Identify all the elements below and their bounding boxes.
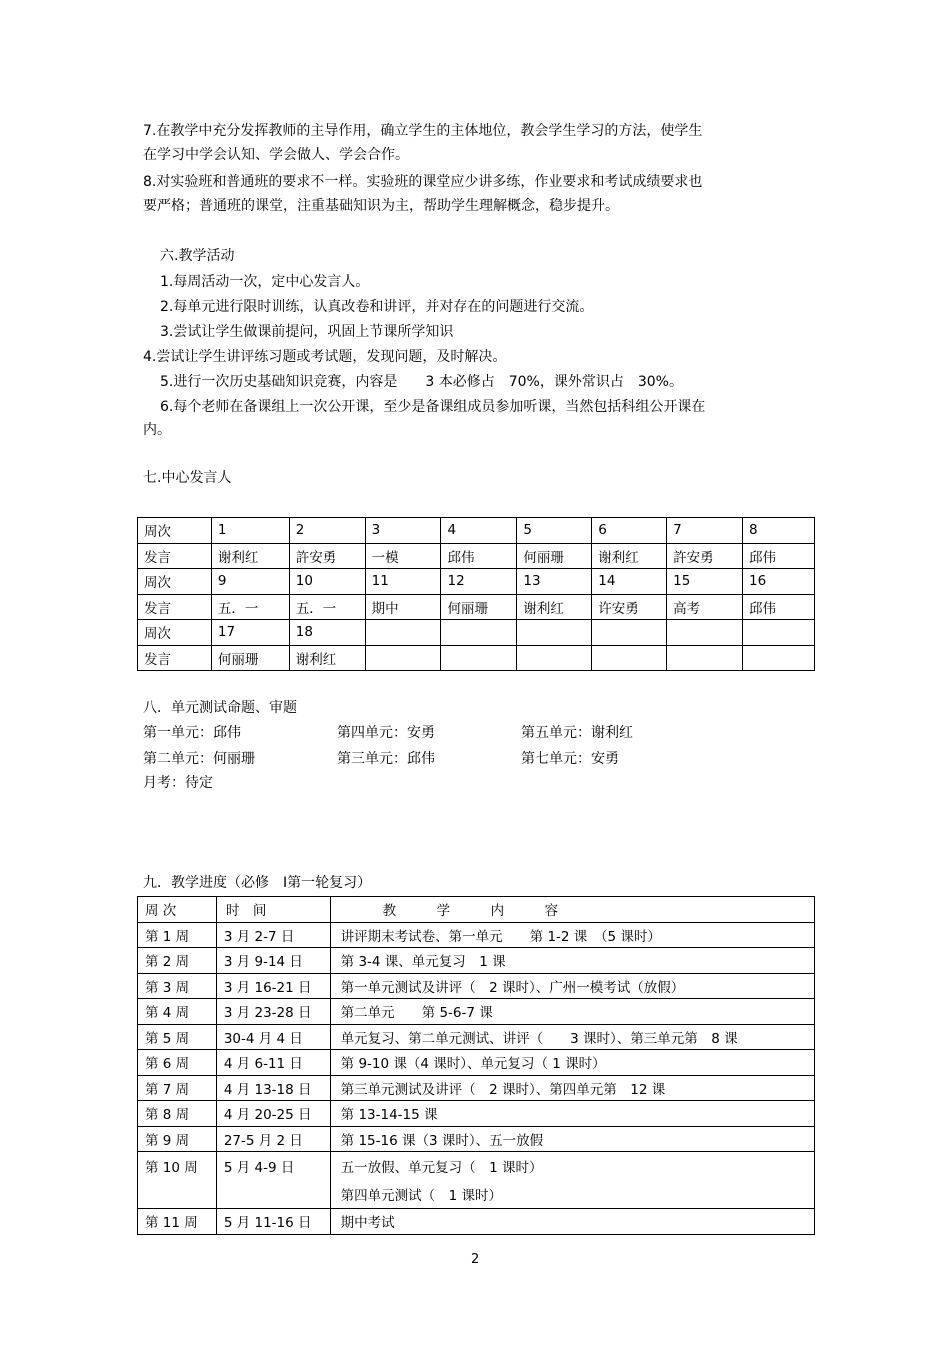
speaker-table-cell: 谢利红 — [211, 543, 289, 569]
speaker-table-cell: 2 — [289, 518, 365, 544]
schedule-content-cell — [330, 1126, 814, 1152]
schedule-content-cell — [330, 1209, 814, 1235]
section-8-title: 八．单元测试命题、审题 — [143, 700, 297, 716]
schedule-week-cell: 第 11 周 — [138, 1209, 217, 1235]
speaker-table-cell: 6 — [592, 518, 667, 544]
speaker-table-cell: 五．一 — [211, 594, 289, 620]
speaker-table-row — [138, 569, 815, 595]
speaker-table-cell: 何丽珊 — [211, 645, 289, 671]
speaker-table-row — [138, 645, 815, 671]
speaker-table-row — [138, 543, 815, 569]
schedule-row — [138, 999, 815, 1025]
speaker-table-cell: 18 — [289, 620, 365, 646]
schedule-date-cell: 5 月 11-16 日 — [216, 1209, 330, 1235]
schedule-header-cell: 教 学 内 容 — [330, 897, 814, 923]
schedule-week-cell: 第 7 周 — [138, 1075, 217, 1101]
speaker-table-row-label: 周次 — [138, 620, 212, 646]
speaker-table-cell — [743, 645, 815, 671]
section-6-title: 六.教学活动 — [160, 248, 235, 264]
schedule-header-cell: 周 次 — [138, 897, 217, 923]
schedule-week-cell: 第 4 周 — [138, 999, 217, 1025]
schedule-content-cell — [330, 999, 814, 1025]
paragraph-8-line2: 要严格；普通班的课堂，注重基础知识为主，帮助学生理解概念，稳步提升。 — [143, 198, 619, 214]
speaker-table-cell: 谢利红 — [517, 594, 592, 620]
schedule-header-cell: 时 间 — [216, 897, 330, 923]
speaker-table-cell: 期中 — [365, 594, 441, 620]
schedule-content-line: 第 13-14-15 课 — [340, 1107, 438, 1124]
speaker-table-cell: 一模 — [365, 543, 441, 569]
schedule-content-cell — [330, 1075, 814, 1101]
unit-4-assignee: 第四单元：安勇 — [337, 725, 435, 741]
speaker-table-cell: 10 — [289, 569, 365, 595]
speaker-table-cell: 13 — [517, 569, 592, 595]
section-6-item-6: 6.每个老师在备课组上一次公开课，至少是备课组成员参加听课，当然包括科组公开课在 — [160, 399, 706, 415]
speaker-table-cell: 5 — [517, 518, 592, 544]
unit-3-assignee: 第三单元：邱伟 — [337, 751, 435, 767]
schedule-date-cell: 3 月 2-7 日 — [216, 922, 330, 948]
section-6-item-1: 1.每周活动一次，定中心发言人。 — [160, 274, 370, 290]
unit-1-assignee: 第一单元：邱伟 — [143, 725, 241, 741]
schedule-date-cell: 4 月 13-18 日 — [216, 1075, 330, 1101]
speaker-table-cell — [592, 620, 667, 646]
speaker-table-cell: 15 — [667, 569, 743, 595]
schedule-week-cell: 第 2 周 — [138, 948, 217, 974]
schedule-content-cell — [330, 948, 814, 974]
speaker-table-cell: 12 — [441, 569, 517, 595]
paragraph-7-line2: 在学习中学会认知、学会做人、学会合作。 — [143, 147, 409, 163]
section-6-item-3: 3.尝试让学生做课前提问，巩固上节课所学知识 — [160, 324, 454, 340]
speaker-table-row-label: 发言 — [138, 543, 212, 569]
schedule-week-cell: 第 5 周 — [138, 1024, 217, 1050]
schedule-content-cell — [330, 1152, 814, 1209]
schedule-week-cell: 第 6 周 — [138, 1050, 217, 1076]
speaker-table-cell — [743, 620, 815, 646]
schedule-content-cell — [330, 1024, 814, 1050]
speaker-table-row-label: 发言 — [138, 645, 212, 671]
unit-5-assignee: 第五单元：谢利红 — [521, 725, 633, 741]
speaker-table-cell: 17 — [211, 620, 289, 646]
speaker-table-cell: 9 — [211, 569, 289, 595]
speaker-table-cell: 高考 — [667, 594, 743, 620]
schedule-content-line: 第 15-16 课（3 课时）、五一放假 — [340, 1132, 544, 1149]
schedule-content-line: 讲评期末考试卷、第一单元 第 1-2 课 （5 课时） — [340, 928, 661, 945]
speaker-table-row-label: 周次 — [138, 518, 212, 544]
schedule-week-cell: 第 1 周 — [138, 922, 217, 948]
speaker-table-cell: 许安勇 — [592, 594, 667, 620]
speaker-table-cell: 谢利红 — [592, 543, 667, 569]
schedule-row — [138, 1209, 815, 1235]
speaker-table-cell: 五．一 — [289, 594, 365, 620]
speaker-table-cell — [667, 645, 743, 671]
speaker-table-cell: 1 — [211, 518, 289, 544]
speaker-table-cell: 8 — [743, 518, 815, 544]
speaker-table-cell — [365, 620, 441, 646]
schedule-content-line: 期中考试 — [340, 1215, 395, 1232]
unit-7-assignee: 第七单元：安勇 — [521, 751, 619, 767]
speaker-table-cell — [667, 620, 743, 646]
schedule-content-cell — [330, 1101, 814, 1127]
speaker-table-cell: 谢利红 — [289, 645, 365, 671]
schedule-date-cell: 5 月 4-9 日 — [216, 1152, 330, 1209]
schedule-row — [138, 948, 815, 974]
schedule-header-row — [138, 897, 815, 923]
speaker-table-cell: 4 — [441, 518, 517, 544]
schedule-date-cell: 4 月 6-11 日 — [216, 1050, 330, 1076]
schedule-content-line: 第三单元测试及讲评（ 2 课时）、第四单元第 12 课 — [340, 1081, 666, 1098]
schedule-content-cell — [330, 1050, 814, 1076]
speaker-table-cell: 邱伟 — [743, 543, 815, 569]
schedule-week-cell: 第 9 周 — [138, 1126, 217, 1152]
section-6-item-5: 5.进行一次历史基础知识竞赛，内容是 3 本必修占 70%，课外常识占 30%。 — [160, 374, 683, 390]
speaker-table-cell: 3 — [365, 518, 441, 544]
speaker-table-row-label: 发言 — [138, 594, 212, 620]
schedule-content-line: 第 3-4 课、单元复习 1 课 — [340, 954, 506, 971]
section-6-item-4: 4.尝试让学生讲评练习题或考试题，发现问题，及时解决。 — [143, 349, 507, 365]
paragraph-7-line1: 7.在教学中充分发挥教师的主导作用，确立学生的主体地位，教会学生学习的方法，使学生 — [143, 123, 703, 139]
schedule-content-line: 第四单元测试（ 1 课时） — [340, 1188, 503, 1204]
schedule-row — [138, 1126, 815, 1152]
speaker-table-cell — [517, 645, 592, 671]
speaker-table-cell: 何丽珊 — [517, 543, 592, 569]
speaker-table-cell: 14 — [592, 569, 667, 595]
schedule-date-cell: 3 月 9-14 日 — [216, 948, 330, 974]
schedule-date-cell: 30-4 月 4 日 — [216, 1024, 330, 1050]
schedule-date-cell: 27-5 月 2 日 — [216, 1126, 330, 1152]
speaker-table-cell: 何丽珊 — [441, 594, 517, 620]
speaker-table-row — [138, 594, 815, 620]
schedule-row — [138, 1050, 815, 1076]
schedule-content-line: 第 9-10 课（4 课时）、单元复习（ 1 课时） — [340, 1056, 606, 1073]
speaker-table-cell — [517, 620, 592, 646]
page-number: 2 — [471, 1252, 480, 1267]
speaker-table-row — [138, 518, 815, 544]
speaker-table-cell: 7 — [667, 518, 743, 544]
teaching-schedule-table — [137, 896, 815, 1235]
schedule-content-line: 第二单元 第 5-6-7 课 — [340, 1005, 493, 1022]
speaker-table-cell: 16 — [743, 569, 815, 595]
monthly-exam-assignee: 月考：待定 — [143, 775, 213, 791]
schedule-date-cell: 3 月 23-28 日 — [216, 999, 330, 1025]
schedule-content-cell — [330, 973, 814, 999]
schedule-week-cell: 第 3 周 — [138, 973, 217, 999]
unit-2-assignee: 第二单元：何丽珊 — [143, 751, 255, 767]
schedule-row — [138, 922, 815, 948]
schedule-content-line: 五一放假、单元复习（ 1 课时） — [340, 1160, 543, 1176]
speaker-table-cell — [592, 645, 667, 671]
schedule-date-cell: 4 月 20-25 日 — [216, 1101, 330, 1127]
schedule-date-cell: 3 月 16-21 日 — [216, 973, 330, 999]
schedule-row — [138, 1152, 815, 1209]
schedule-row — [138, 1024, 815, 1050]
schedule-row — [138, 973, 815, 999]
speaker-table-cell — [441, 645, 517, 671]
schedule-row — [138, 1075, 815, 1101]
schedule-content-cell — [330, 922, 814, 948]
section-7-title: 七.中心发言人 — [143, 470, 232, 486]
section-6-item-2: 2.每单元进行限时训练，认真改卷和讲评，并对存在的问题进行交流。 — [160, 299, 594, 315]
schedule-content-line: 单元复习、第二单元测试、讲评（ 3 课时）、第三单元第 8 课 — [340, 1030, 738, 1047]
schedule-week-cell: 第 10 周 — [138, 1152, 217, 1209]
section-9-title: 九．教学进度（必修 Ⅰ第一轮复习） — [143, 875, 372, 891]
speaker-table-cell: 11 — [365, 569, 441, 595]
section-6-item-6-cont: 内。 — [143, 422, 171, 438]
speaker-table-cell: 許安勇 — [667, 543, 743, 569]
speaker-table-row-label: 周次 — [138, 569, 212, 595]
speaker-table-cell — [441, 620, 517, 646]
speaker-table-cell: 邱伟 — [743, 594, 815, 620]
schedule-week-cell: 第 8 周 — [138, 1101, 217, 1127]
schedule-row — [138, 1101, 815, 1127]
speaker-table-cell — [365, 645, 441, 671]
speaker-table-cell: 許安勇 — [289, 543, 365, 569]
speaker-table-row — [138, 620, 815, 646]
speaker-table-cell: 邱伟 — [441, 543, 517, 569]
schedule-content-line: 第一单元测试及讲评（ 2 课时）、广州一模考试（放假） — [340, 979, 685, 996]
speaker-table — [137, 517, 815, 671]
paragraph-8-line1: 8.对实验班和普通班的要求不一样。实验班的课堂应少讲多练，作业要求和考试成绩要求也 — [143, 174, 703, 190]
